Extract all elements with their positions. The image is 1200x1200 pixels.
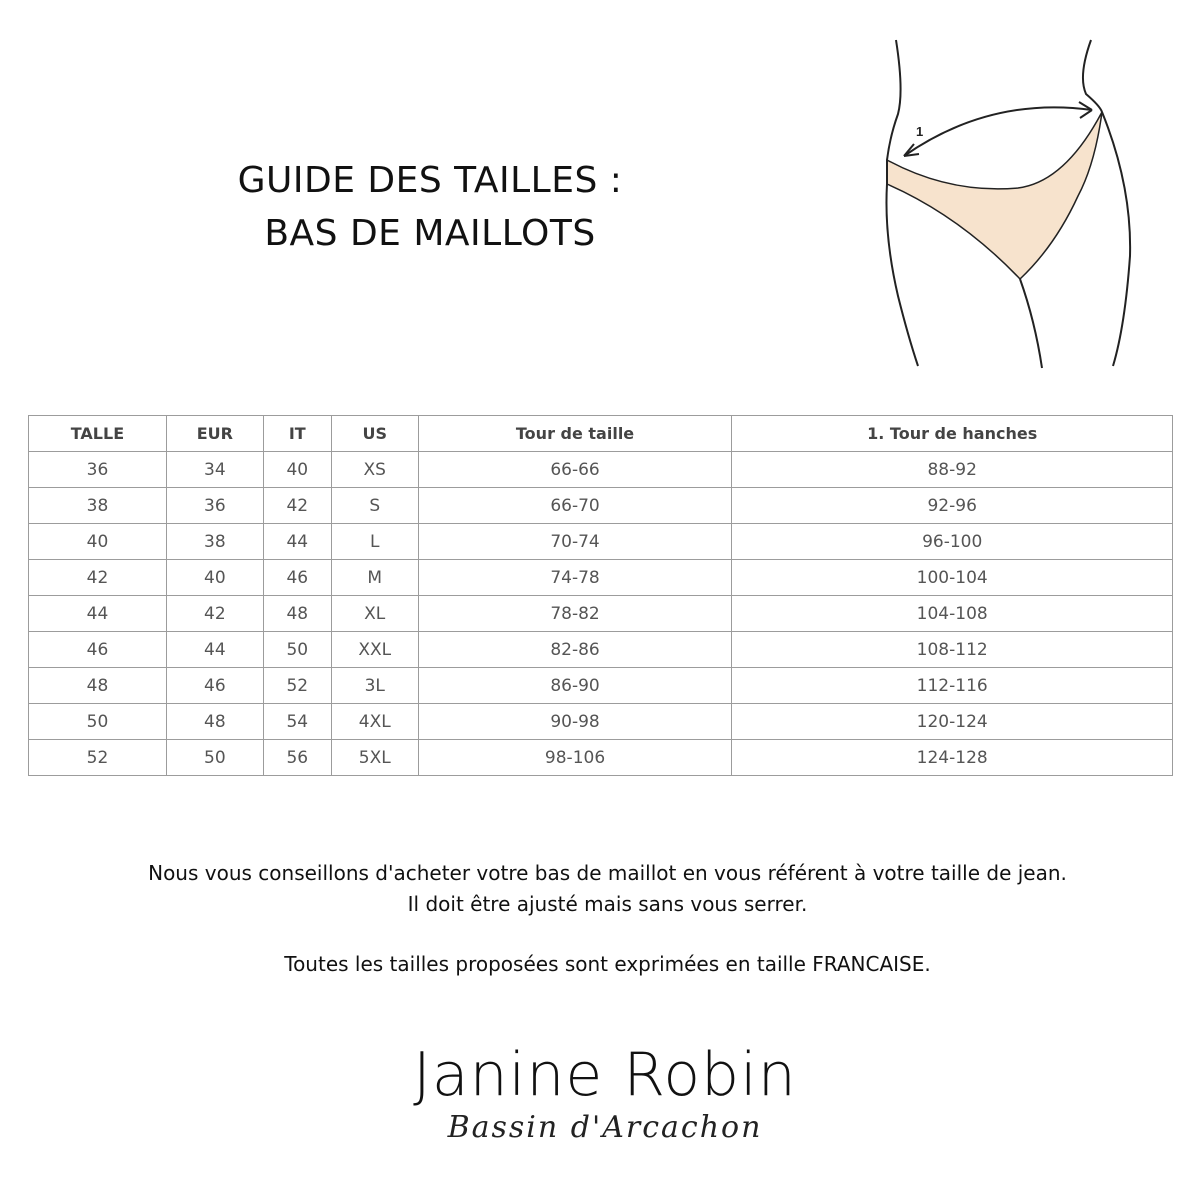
cell-it: 46	[263, 560, 331, 596]
cell-us: XS	[331, 452, 418, 488]
cell-eur: 40	[166, 560, 263, 596]
header-hips: 1. Tour de hanches	[732, 416, 1173, 452]
cell-talle: 38	[29, 488, 167, 524]
note-line-3: Toutes les tailles proposées sont exprimées en taille FRANCAISE.	[284, 952, 931, 976]
cell-waist: 66-70	[418, 488, 732, 524]
cell-it: 48	[263, 596, 331, 632]
table-row	[29, 488, 1173, 524]
cell-eur: 42	[166, 596, 263, 632]
cell-hips: 88-92	[732, 452, 1173, 488]
page-title	[180, 154, 680, 260]
cell-talle: 42	[29, 560, 167, 596]
table-row	[29, 560, 1173, 596]
cell-talle: 44	[29, 596, 167, 632]
cell-hips: 104-108	[732, 596, 1173, 632]
cell-waist: 66-66	[418, 452, 732, 488]
table-row	[29, 596, 1173, 632]
cell-hips: 92-96	[732, 488, 1173, 524]
table-row	[29, 632, 1173, 668]
cell-talle: 40	[29, 524, 167, 560]
cell-it: 44	[263, 524, 331, 560]
cell-eur: 44	[166, 632, 263, 668]
cell-talle: 52	[29, 740, 167, 776]
cell-talle: 48	[29, 668, 167, 704]
body-outline-drawing	[860, 36, 1160, 376]
cell-talle: 50	[29, 704, 167, 740]
header-eur: EUR	[166, 416, 263, 452]
cell-us: M	[331, 560, 418, 596]
cell-talle: 36	[29, 452, 167, 488]
cell-talle: 46	[29, 632, 167, 668]
cell-us: L	[331, 524, 418, 560]
cell-waist: 98-106	[418, 740, 732, 776]
cell-hips: 108-112	[732, 632, 1173, 668]
note-line-2: Il doit être ajusté mais sans vous serrer.	[407, 892, 808, 916]
table-row	[29, 704, 1173, 740]
table-row	[29, 668, 1173, 704]
cell-it: 50	[263, 632, 331, 668]
cell-it: 56	[263, 740, 331, 776]
title-line-1: GUIDE DES TAILLES :	[237, 160, 623, 201]
cell-waist: 82-86	[418, 632, 732, 668]
cell-hips: 112-116	[732, 668, 1173, 704]
brand-tagline: Bassin d'Arcachon	[447, 1110, 763, 1145]
cell-waist: 78-82	[418, 596, 732, 632]
cell-waist: 86-90	[418, 668, 732, 704]
cell-us: 5XL	[331, 740, 418, 776]
cell-hips: 100-104	[732, 560, 1173, 596]
table-row	[29, 452, 1173, 488]
cell-eur: 38	[166, 524, 263, 560]
hip-marker-label: 1	[916, 124, 924, 139]
cell-eur: 48	[166, 704, 263, 740]
cell-waist: 70-74	[418, 524, 732, 560]
cell-waist: 90-98	[418, 704, 732, 740]
cell-eur: 34	[166, 452, 263, 488]
note-line-1: Nous vous conseillons d'acheter votre bas de maillot en vous référent à votre taille de jean.	[148, 861, 1067, 885]
size-table	[28, 415, 1173, 776]
header-waist: Tour de taille	[418, 416, 732, 452]
cell-it: 52	[263, 668, 331, 704]
cell-eur: 36	[166, 488, 263, 524]
table-header-row	[29, 416, 1173, 452]
header-us: US	[331, 416, 418, 452]
cell-hips: 120-124	[732, 704, 1173, 740]
cell-eur: 50	[166, 740, 263, 776]
cell-hips: 96-100	[732, 524, 1173, 560]
cell-us: XL	[331, 596, 418, 632]
cell-it: 42	[263, 488, 331, 524]
size-advice-notes	[0, 858, 1200, 980]
table-row	[29, 524, 1173, 560]
brand-name: Janine Robin	[413, 1040, 797, 1110]
hip-measurement-illustration	[860, 36, 1160, 376]
cell-it: 40	[263, 452, 331, 488]
table-row	[29, 740, 1173, 776]
header-talle: TALLE	[29, 416, 167, 452]
hip-measurement-arrow	[904, 107, 1092, 156]
header-it: IT	[263, 416, 331, 452]
cell-us: 4XL	[331, 704, 418, 740]
cell-it: 54	[263, 704, 331, 740]
cell-us: XXL	[331, 632, 418, 668]
cell-us: S	[331, 488, 418, 524]
cell-eur: 46	[166, 668, 263, 704]
cell-hips: 124-128	[732, 740, 1173, 776]
cell-waist: 74-78	[418, 560, 732, 596]
cell-us: 3L	[331, 668, 418, 704]
title-line-2: BAS DE MAILLOTS	[264, 213, 596, 254]
